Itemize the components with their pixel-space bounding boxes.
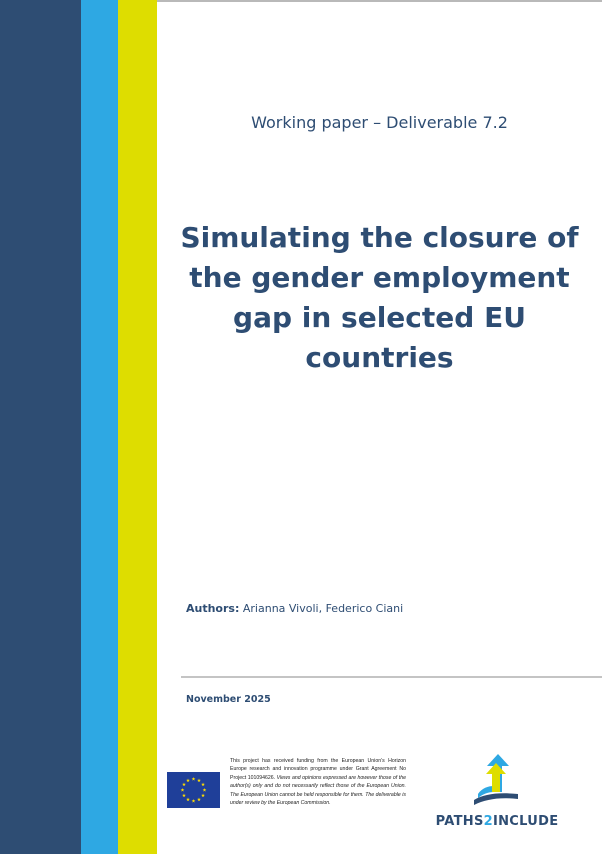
disclaimer-text: This project has received funding from the European Union’s Horizon Europe research and innovation programme under Grant Agreement No Project 101094626. xyxy=(230,758,406,781)
eu-star-icon xyxy=(197,798,201,802)
paths2include-arrow-icon xyxy=(472,752,520,807)
eu-flag-icon xyxy=(167,772,220,808)
authors-label: Authors: xyxy=(186,602,240,615)
yellow-stripe xyxy=(118,0,157,854)
eu-star-icon xyxy=(182,783,186,787)
eu-star-icon xyxy=(182,794,186,798)
eu-star-icon xyxy=(192,777,196,781)
logo-text-paths: PATHS xyxy=(435,814,484,829)
eu-star-icon xyxy=(186,778,190,782)
title-line: gap in selected EU xyxy=(233,301,526,334)
title-line: Simulating the closure of xyxy=(180,221,579,254)
eu-star-icon xyxy=(201,783,205,787)
funding-disclaimer xyxy=(230,757,406,807)
publication-date: November 2025 xyxy=(186,694,271,705)
title-line: the gender employment xyxy=(189,261,570,294)
document-subtitle: Working paper – Deliverable 7.2 xyxy=(251,113,508,132)
paths2include-logo-text xyxy=(424,814,570,829)
eu-flag-stars xyxy=(167,772,220,808)
document-title xyxy=(157,218,602,378)
divider xyxy=(181,676,602,678)
disclaimer-italic-text: Views and opinions expressed are however those of the author(s) only and do not necessarily reflect those of the European Union. The European Union cannot be held responsible for them. The deliverable is under review by the European Commission. xyxy=(230,774,406,807)
title-line: countries xyxy=(305,341,454,374)
eu-star-icon xyxy=(181,788,185,792)
authors-names: Arianna Vivoli, Federico Ciani xyxy=(242,602,404,615)
navy-stripe xyxy=(0,0,81,854)
eu-star-icon xyxy=(203,788,207,792)
eu-star-icon xyxy=(201,794,205,798)
logo-text-include: INCLUDE xyxy=(492,814,559,829)
eu-star-icon xyxy=(192,799,196,803)
eu-star-icon xyxy=(197,778,201,782)
logo-text-two: 2 xyxy=(483,814,493,829)
eu-star-icon xyxy=(186,798,190,802)
logo-arrows-svg xyxy=(472,752,520,807)
authors-line xyxy=(186,602,403,615)
blue-stripe xyxy=(81,0,118,854)
